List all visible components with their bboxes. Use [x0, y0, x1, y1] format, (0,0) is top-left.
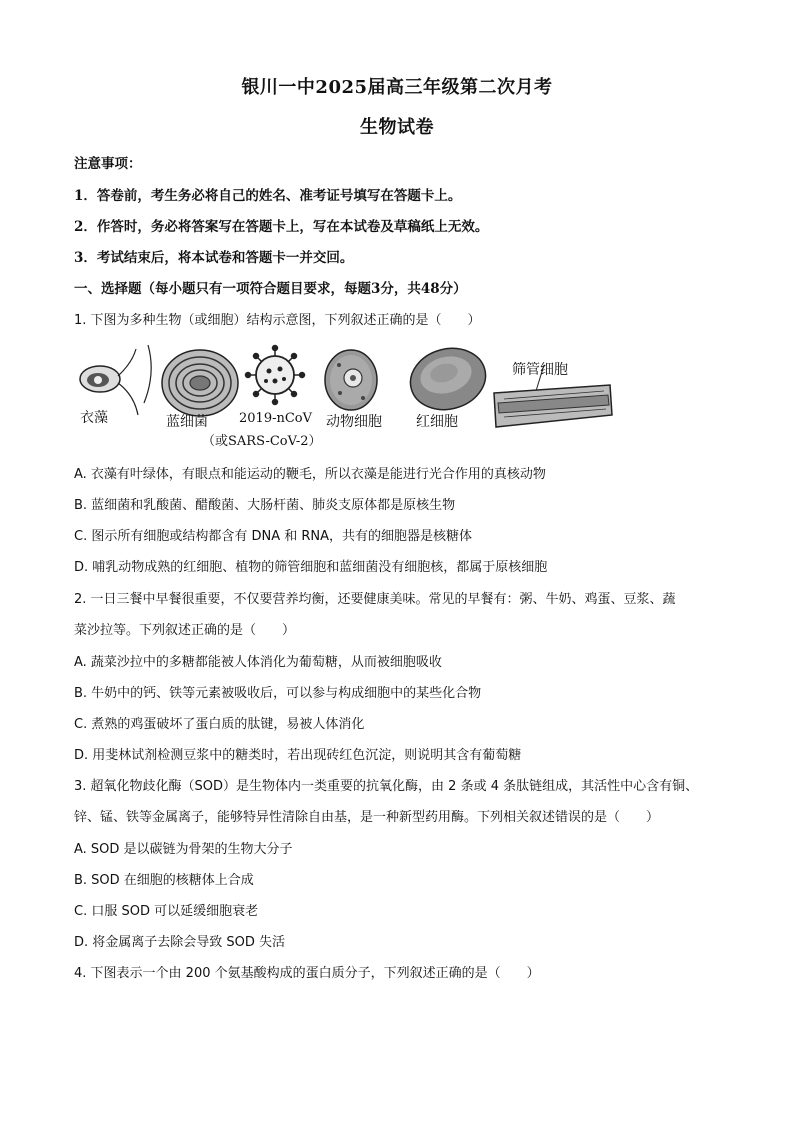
- organism-figure: [74, 343, 614, 453]
- question-2-option: B. 牛奶中的钙、铁等元素被吸收后，可以参与构成细胞中的某些化合物: [74, 686, 482, 701]
- section-heading: 一、选择题（每小题只有一项符合题目要求，每题3分，共48分）: [74, 281, 467, 297]
- label-sieve-tube: 筛管细胞: [512, 362, 568, 378]
- chlamydomonas-drawing: [80, 345, 151, 415]
- question-3-option: D. 将金属离子去除会导致 SOD 失活: [74, 935, 286, 950]
- label-animal-cell: 动物细胞: [326, 414, 382, 430]
- question-3-option: B. SOD 在细胞的核糖体上合成: [74, 873, 254, 888]
- question-1-option: A. 衣藻有叶绿体，有眼点和能运动的鞭毛，所以衣藻是能进行光合作用的真核动物: [74, 467, 546, 482]
- question-2-stem: 菜沙拉等。下列叙述正确的是（ ）: [74, 623, 296, 638]
- label-chlamydomonas: 衣藻: [80, 410, 108, 426]
- question-3-option: A. SOD 是以碳链为骨架的生物大分子: [74, 842, 293, 857]
- exam-subtitle: 生物试卷: [360, 117, 434, 138]
- question-3-option: C. 口服 SOD 可以延缓细胞衰老: [74, 904, 259, 919]
- animal-cell-drawing: [325, 350, 377, 410]
- red-blood-cell-drawing: [404, 343, 493, 418]
- exam-title: 银川一中2025届高三年级第二次月考: [241, 77, 553, 98]
- question-2-option: D. 用斐林试剂检测豆浆中的糖类时，若出现砖红色沉淀，则说明其含有葡萄糖: [74, 748, 522, 763]
- note-item: 3．考试结束后，将本试卷和答题卡一并交回。: [74, 250, 354, 266]
- question-3-stem: 锌、锰、铁等金属离子，能够特异性清除自由基，是一种新型药用酶。下列相关叙述错误的是（ ）: [74, 810, 660, 825]
- notes-heading: 注意事项：: [74, 156, 142, 172]
- label-virus-alt: （或SARS-CoV-2）: [202, 434, 322, 449]
- note-item: 2．作答时，务必将答案写在答题卡上，写在本试卷及草稿纸上无效。: [74, 219, 489, 235]
- label-cyanobacteria: 蓝细菌: [166, 414, 208, 430]
- label-virus: 2019-nCoV: [239, 411, 313, 426]
- label-red-blood-cell: 红细胞: [416, 414, 458, 430]
- question-1-option: D. 哺乳动物成熟的红细胞、植物的筛管细胞和蓝细菌没有细胞核，都属于原核细胞: [74, 560, 548, 575]
- cyanobacteria-drawing: [162, 350, 238, 416]
- virus-drawing: [246, 346, 305, 405]
- question-1-stem: 1. 下图为多种生物（或细胞）结构示意图，下列叙述正确的是（ ）: [74, 313, 481, 328]
- question-4-stem: 4. 下图表示一个由 200 个氨基酸构成的蛋白质分子，下列叙述正确的是（ ）: [74, 966, 540, 981]
- question-2-stem: 2. 一日三餐中早餐很重要，不仅要营养均衡，还要健康美味。常见的早餐有：粥、牛奶、鸡蛋、豆浆、蔬: [74, 592, 676, 607]
- question-2-option: C. 煮熟的鸡蛋破坏了蛋白质的肽键，易被人体消化: [74, 717, 365, 732]
- question-3-stem: 3. 超氧化物歧化酶（SOD）是生物体内一类重要的抗氧化酶，由 2 条或 4 条肽链组成，其活性中心含有铜、: [74, 779, 699, 794]
- question-1-option: C. 图示所有细胞或结构都含有 DNA 和 RNA，共有的细胞器是核糖体: [74, 529, 473, 544]
- question-2-option: A. 蔬菜沙拉中的多糖都能被人体消化为葡萄糖，从而被细胞吸收: [74, 655, 442, 670]
- question-1-option: B. 蓝细菌和乳酸菌、醋酸菌、大肠杆菌、肺炎支原体都是原核生物: [74, 498, 456, 513]
- note-item: 1．答卷前，考生务必将自己的姓名、准考证号填写在答题卡上。: [74, 188, 462, 204]
